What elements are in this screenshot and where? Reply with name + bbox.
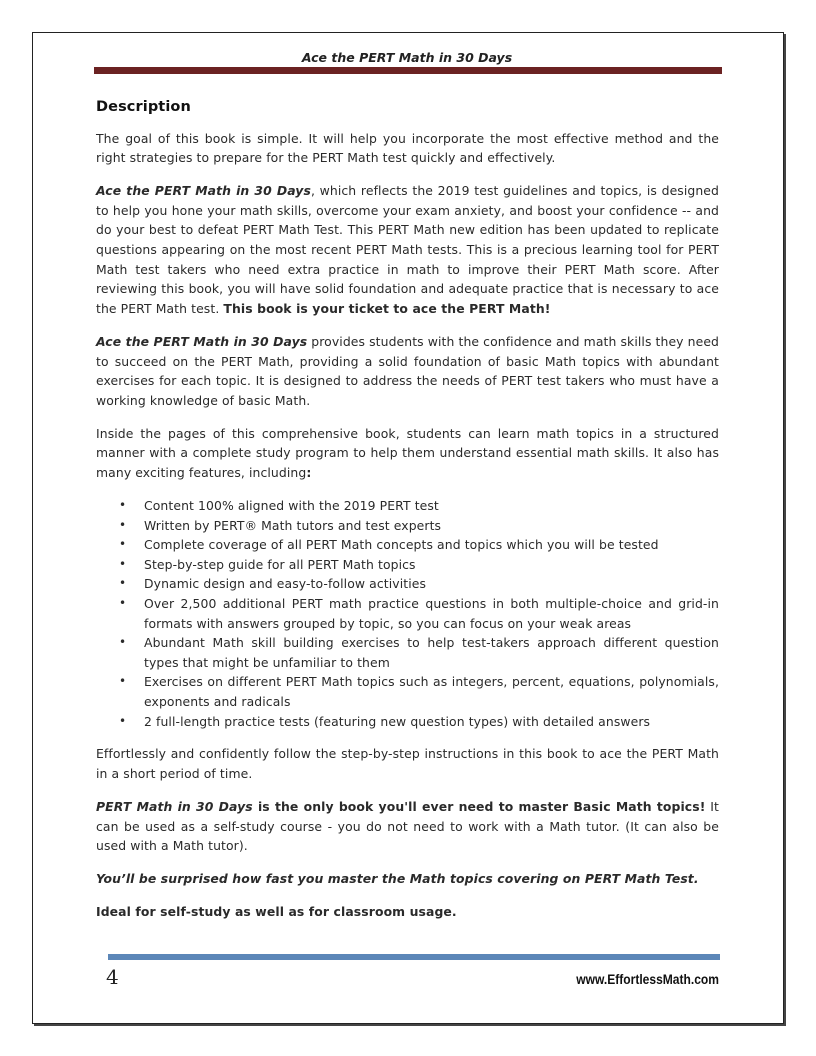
running-header-title: Ace the PERT Math in 30 Days (301, 50, 513, 65)
section-title: Description (96, 99, 191, 115)
book-title-italic: Ace the PERT Math in 30 Days (96, 333, 308, 349)
ticket-statement: This book is your ticket to ace the PERT Math! (223, 300, 551, 316)
list-item: • Dynamic design and easy-to-follow activities (144, 574, 719, 594)
header-rule (94, 67, 722, 74)
usage-statement: Ideal for self-study as well as for classroom usage. (96, 904, 457, 920)
list-item: • Complete coverage of all PERT Math concepts and topics which you will be tested (144, 535, 719, 555)
footer-url: www.EffortlessMath.com (576, 971, 719, 987)
page-number: 4 (106, 965, 119, 989)
list-item: • Content 100% aligned with the 2019 PERT test (144, 496, 719, 516)
book-title-italic: PERT Math in 30 Days (96, 798, 253, 814)
confidence-paragraph: Ace the PERT Math in 30 Days provides students with the confidence and math skills they need to succeed on the PERT Math, providing a solid foundation of basic Math topics with abundant exercises for each topic. It is designed to address the needs of PERT test takers who must have a working knowledge of basic Math. (96, 333, 720, 408)
overview-paragraph: Ace the PERT Math in 30 Days, which reflects the 2019 test guidelines and topics, is designed to help you hone your math skills, overcome your exam anxiety, and boost your confidence -- and do your best to defeat PERT Math Test. This PERT Math new edition has been updated to replicate questions appearing on the most recent PERT Math tests. This is a precious learning tool for PERT Math test takers who need extra practice in math to improve their PERT Math score. After reviewing this book, you will have solid foundation and adequate practice that is necessary to ace the PERT Math test. This book is your ticket to ace the PERT Math! (96, 183, 719, 316)
list-item: • Step-by-step guide for all PERT Math topics (144, 555, 719, 575)
list-item: • Written by PERT® Math tutors and test experts (144, 516, 719, 536)
intro-paragraph: The goal of this book is simple. It will help you incorporate the most effective method and the right strategies to prepare for the PERT Math test quickly and effectively. (96, 130, 719, 166)
list-item: • Abundant Math skill building exercises to help test-takers approach different question types that might be unfamiliar to them (144, 633, 719, 672)
only-book-paragraph: PERT Math in 30 Days is the only book you'll ever need to master Basic Math topics! It can be used as a self-study course - you do not need to work with a Math tutor. (It can also be used with a Math tutor). (96, 798, 720, 854)
page-content (96, 98, 719, 935)
list-item: • Over 2,500 additional PERT math practice questions in both multiple-choice and grid-in formats with answers grouped by topic, so you can focus on your weak areas (144, 594, 719, 633)
feature-list (96, 496, 719, 731)
list-item: • Exercises on different PERT Math topics such as integers, percent, equations, polynomials, exponents and radicals (144, 672, 719, 711)
features-intro-paragraph: Inside the pages of this comprehensive book, students can learn math topics in a structured manner with a complete study program to help them understand essential math skills. It also has many exciting features, including: (96, 425, 719, 480)
list-item: • 2 full-length practice tests (featuring new question types) with detailed answers (144, 712, 719, 732)
book-title-italic: Ace the PERT Math in 30 Days (96, 183, 311, 199)
footer-rule (108, 954, 720, 960)
instructions-paragraph: Effortlessly and confidently follow the step-by-step instructions in this book to ace the PERT Math in a short period of time. (96, 746, 719, 781)
surprise-statement: You’ll be surprised how fast you master the Math topics covering on PERT Math Test. (96, 871, 699, 887)
